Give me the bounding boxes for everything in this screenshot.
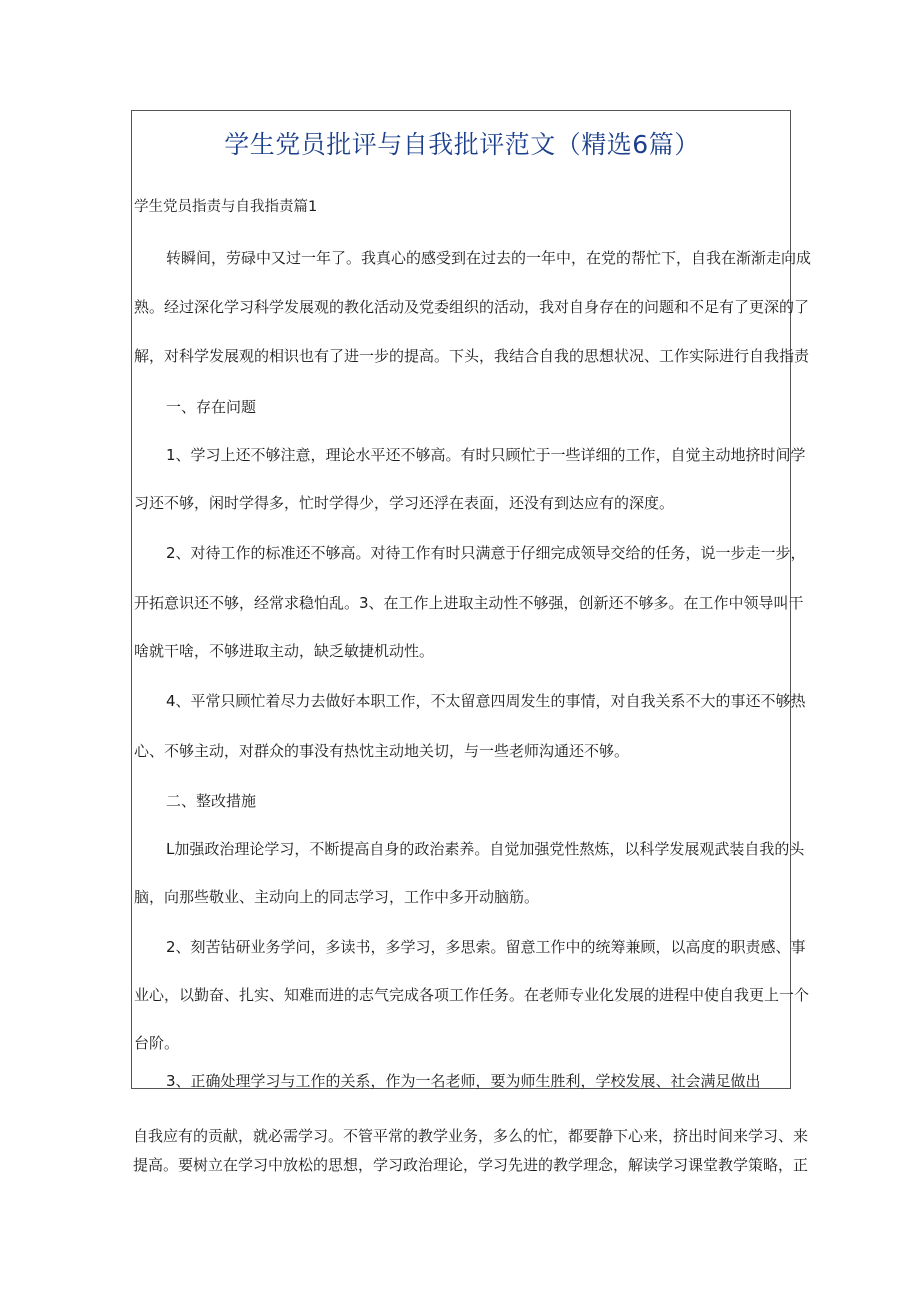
continuation-line: 自我应有的贡献，就必需学习。不管平常的教学业务，多么的忙，都要静下心来，挤出时间来学习、来: [133, 1127, 809, 1145]
paragraph-line: 3、正确处理学习与工作的关系，作为一名老师，要为师生胜利，学校发展、社会满足做出: [166, 1072, 761, 1090]
paragraph-line: 转瞬间，劳碌中又过一年了。我真心的感受到在过去的一年中，在党的帮忙下，自我在渐渐走向成: [166, 249, 812, 267]
section-heading: 二、整改措施: [166, 792, 257, 810]
paragraph-line: 2、对待工作的标准还不够高。对待工作有时只满意于仔细完成领导交给的任务，说一步走一步，: [166, 544, 806, 562]
document-title: 学生党员批评与自我批评范文（精选6篇）: [224, 130, 700, 159]
paragraph-line: 熟。经过深化学习科学发展观的教化活动及党委组织的活动，我对自身存在的问题和不足有了更深的了: [134, 298, 810, 316]
paragraph-line: 2、刻苦钻研业务学问，多读书，多学习，多思索。留意工作中的统筹兼顾，以高度的职责感、事: [166, 938, 806, 956]
paragraph-line: 1、学习上还不够注意，理论水平还不够高。有时只顾忙于一些详细的工作，自觉主动地挤时间学: [166, 446, 806, 464]
paragraph-line: 开拓意识还不够，经常求稳怕乱。3、在工作上进取主动性不够强，创新还不够多。在工作中领导叫干: [134, 594, 804, 612]
paragraph-line: 台阶。: [134, 1034, 180, 1052]
paragraph-line: 脑，向那些敬业、主动向上的同志学习，工作中多开动脑筋。: [134, 888, 540, 906]
document-frame: [131, 110, 812, 1090]
paragraph-line: 啥就干啥，不够进取主动，缺乏敏捷机动性。: [134, 642, 435, 660]
paragraph-line: 心、不够主动，对群众的事没有热忱主动地关切，与一些老师沟通还不够。: [134, 742, 630, 760]
continuation-line: 提高。要树立在学习中放松的思想，学习政治理论，学习先进的教学理念，解读学习课堂教学策略，正: [133, 1156, 809, 1174]
section-heading: 一、存在问题: [166, 398, 257, 416]
paragraph-line: 习还不够，闲时学得多，忙时学得少，学习还浮在表面，还没有到达应有的深度。: [134, 494, 675, 512]
section-subtitle: 学生党员指责与自我指责篇1: [134, 199, 318, 215]
paragraph-line: 解，对科学发展观的相识也有了进一步的提高。下头，我结合自我的思想状况、工作实际进行自我指责: [134, 347, 810, 365]
paragraph-line: 4、平常只顾忙着尽力去做好本职工作，不太留意四周发生的事情，对自我关系不大的事还不够热: [166, 692, 806, 710]
paragraph-line: 业心，以勤奋、扎实、知难而进的志气完成各项工作任务。在老师专业化发展的进程中使自我更上一个: [134, 986, 810, 1004]
paragraph-line: L加强政治理论学习，不断提高自身的政治素养。自觉加强党性熬炼，以科学发展观武装自我的头: [166, 840, 805, 858]
